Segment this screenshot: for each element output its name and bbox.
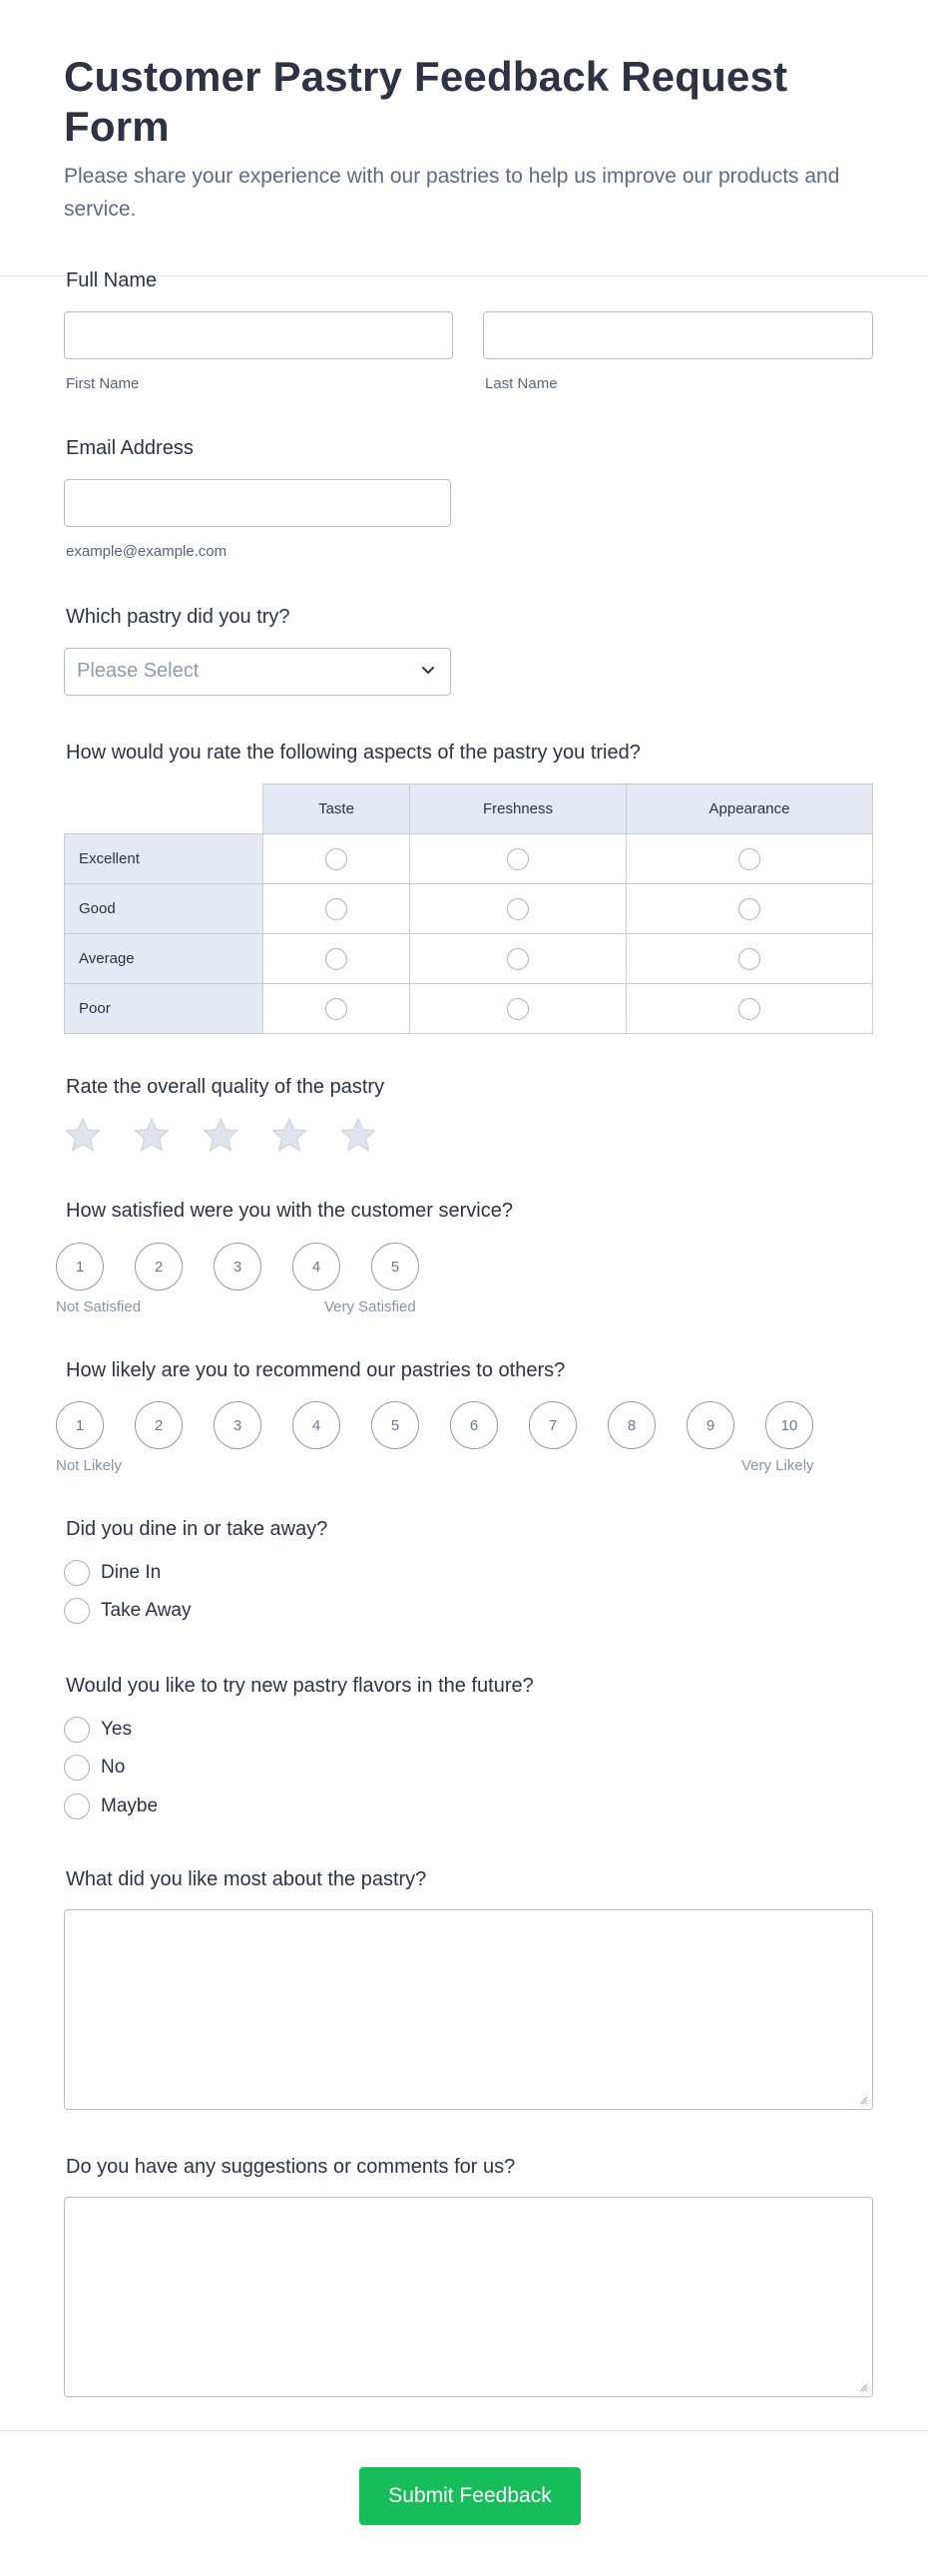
service-option-5[interactable]: 5 — [371, 1243, 419, 1290]
recommend-option-2[interactable]: 2 — [135, 1401, 183, 1449]
pastry-select-placeholder: Please Select — [77, 660, 200, 682]
submit-button[interactable]: Submit Feedback — [359, 2467, 581, 2525]
pastry-select[interactable] — [64, 648, 451, 696]
service-option-4[interactable]: 4 — [292, 1243, 340, 1290]
matrix-radio[interactable] — [738, 898, 760, 920]
chevron-down-icon — [418, 661, 438, 681]
star-icon[interactable] — [339, 1116, 377, 1154]
flavors-label: Would you like to try new pastry flavors in the future? — [66, 1675, 534, 1697]
matrix-radio[interactable] — [738, 848, 760, 870]
quality-label: Rate the overall quality of the pastry — [66, 1076, 385, 1098]
recommend-label: How likely are you to recommend our pastries to others? — [66, 1359, 566, 1381]
recommend-option-7[interactable]: 7 — [529, 1401, 577, 1449]
full-name-label: Full Name — [66, 269, 158, 291]
recommend-low-label: Not Likely — [56, 1457, 122, 1474]
dining-option-label: Take Away — [101, 1600, 192, 1621]
rating-matrix — [64, 783, 873, 1034]
radio-button[interactable] — [64, 1717, 90, 1743]
resize-grip-icon[interactable] — [858, 2095, 868, 2105]
flavors-option-label: No — [101, 1757, 126, 1778]
first-name-sublabel: First Name — [66, 375, 140, 392]
matrix-row-label: Good — [65, 884, 263, 934]
form-header — [0, 0, 928, 276]
recommend-option-1[interactable]: 1 — [56, 1401, 104, 1449]
service-label: How satisfied were you with the customer service? — [66, 1200, 513, 1222]
flavors-option-label: Maybe — [101, 1796, 159, 1816]
star-rating — [64, 1116, 377, 1154]
first-name-input[interactable] — [64, 311, 453, 359]
form-title: Customer Pastry Feedback Request Form — [64, 53, 788, 150]
recommend-option-5[interactable]: 5 — [371, 1401, 419, 1449]
matrix-radio[interactable] — [507, 898, 529, 920]
recommend-option-8[interactable]: 8 — [608, 1401, 656, 1449]
matrix-radio[interactable] — [507, 998, 529, 1020]
form-subtitle: Please share your experience with our pastries to help us improve our products and service. — [64, 165, 840, 221]
matrix-col-appearance: Appearance — [627, 784, 873, 834]
star-icon[interactable] — [64, 1116, 102, 1154]
matrix-row-poor — [65, 984, 873, 1034]
service-option-2[interactable]: 2 — [135, 1243, 183, 1290]
flavors-option-no[interactable] — [64, 1755, 125, 1781]
email-label: Email Address — [66, 437, 194, 459]
liked-label: What did you like most about the pastry? — [66, 1868, 427, 1890]
dining-label: Did you dine in or take away? — [66, 1518, 328, 1540]
service-scale — [56, 1243, 450, 1290]
last-name-input[interactable] — [483, 311, 873, 359]
flavors-option-yes[interactable] — [64, 1717, 132, 1743]
email-sublabel: example@example.com — [66, 543, 228, 560]
footer-divider — [0, 2430, 928, 2431]
radio-button[interactable] — [64, 1598, 90, 1624]
matrix-label: How would you rate the following aspects of the pastry you tried? — [66, 742, 641, 764]
dining-option-dine-in[interactable] — [64, 1560, 161, 1586]
recommend-scale — [56, 1401, 844, 1449]
service-option-3[interactable]: 3 — [214, 1243, 261, 1290]
matrix-radio[interactable] — [738, 998, 760, 1020]
star-icon[interactable] — [133, 1116, 171, 1154]
last-name-sublabel: Last Name — [485, 375, 558, 392]
radio-button[interactable] — [64, 1794, 90, 1819]
suggestions-textarea[interactable] — [64, 2197, 873, 2397]
star-icon[interactable] — [270, 1116, 308, 1154]
suggestions-label: Do you have any suggestions or comments for us? — [66, 2156, 516, 2178]
radio-button[interactable] — [64, 1560, 90, 1586]
matrix-row-good — [65, 884, 873, 934]
matrix-row-label: Poor — [65, 984, 263, 1034]
email-input[interactable] — [64, 479, 451, 527]
dining-option-take-away[interactable] — [64, 1598, 191, 1624]
matrix-col-taste: Taste — [263, 784, 410, 834]
matrix-radio[interactable] — [507, 948, 529, 970]
flavors-option-label: Yes — [101, 1719, 132, 1740]
matrix-corner — [65, 784, 263, 834]
matrix-radio[interactable] — [507, 848, 529, 870]
radio-button[interactable] — [64, 1755, 90, 1781]
matrix-radio[interactable] — [325, 898, 347, 920]
matrix-radio[interactable] — [325, 948, 347, 970]
matrix-row-label: Average — [65, 934, 263, 984]
matrix-row-label: Excellent — [65, 834, 263, 884]
dining-option-label: Dine In — [101, 1562, 162, 1583]
matrix-radio[interactable] — [325, 848, 347, 870]
matrix-radio[interactable] — [325, 998, 347, 1020]
recommend-option-9[interactable]: 9 — [687, 1401, 734, 1449]
star-icon[interactable] — [202, 1116, 239, 1154]
recommend-option-3[interactable]: 3 — [214, 1401, 261, 1449]
service-low-label: Not Satisfied — [56, 1298, 142, 1315]
service-high-label: Very Satisfied — [324, 1298, 416, 1315]
recommend-option-6[interactable]: 6 — [450, 1401, 498, 1449]
recommend-option-4[interactable]: 4 — [292, 1401, 340, 1449]
matrix-radio[interactable] — [738, 948, 760, 970]
service-option-1[interactable]: 1 — [56, 1243, 104, 1290]
matrix-row-average — [65, 934, 873, 984]
matrix-col-freshness: Freshness — [410, 784, 627, 834]
matrix-row-excellent — [65, 834, 873, 884]
flavors-option-maybe[interactable] — [64, 1794, 158, 1819]
liked-textarea[interactable] — [64, 1909, 873, 2110]
pastry-label: Which pastry did you try? — [66, 606, 290, 628]
recommend-high-label: Very Likely — [741, 1457, 814, 1474]
resize-grip-icon[interactable] — [858, 2382, 868, 2392]
recommend-option-10[interactable]: 10 — [765, 1401, 813, 1449]
